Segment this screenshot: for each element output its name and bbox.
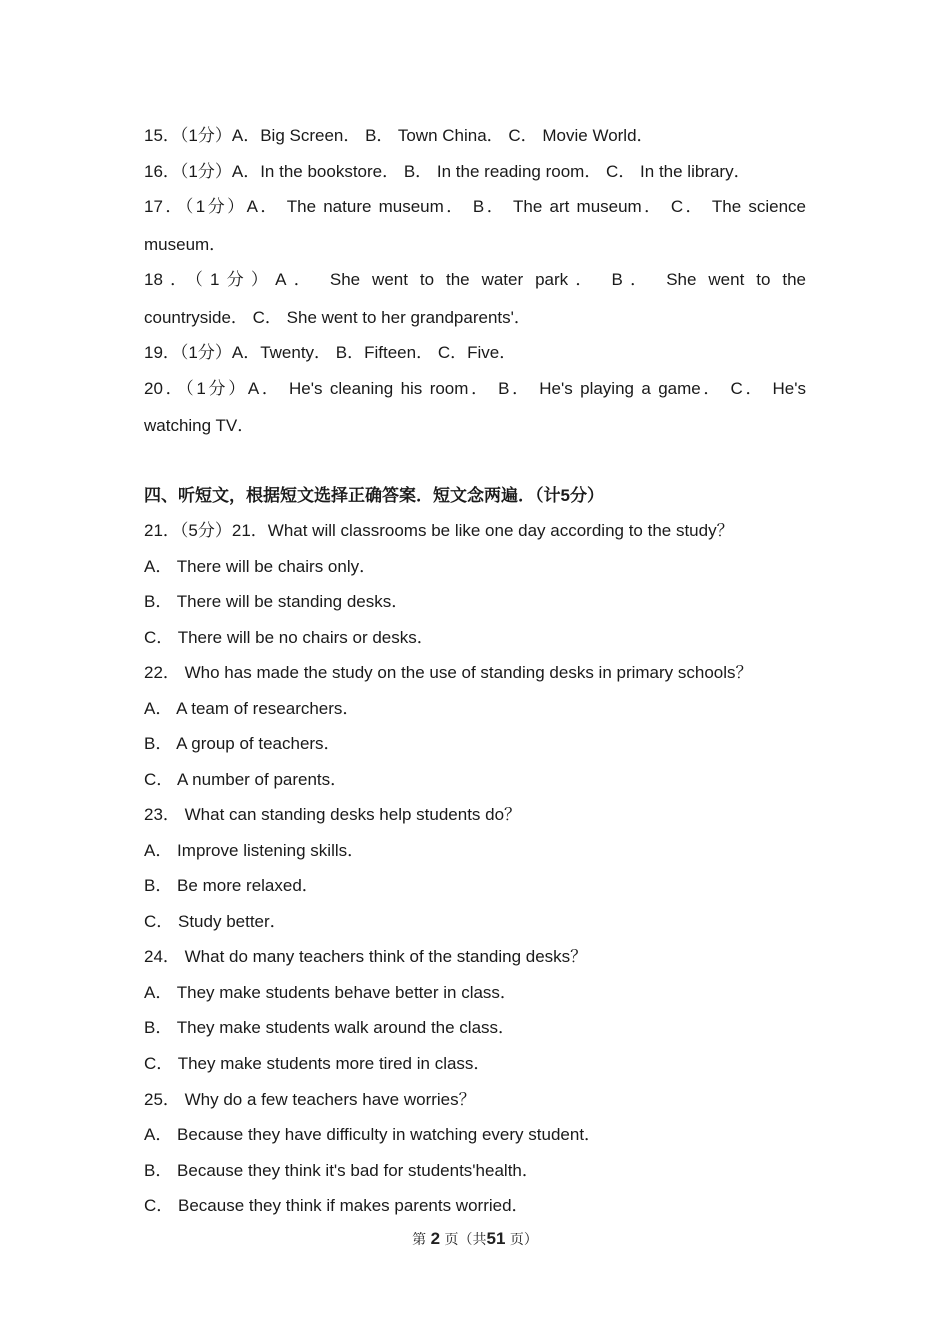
footer-prefix: 第 (412, 1232, 427, 1248)
q20-line: 20．（1分）A． He's cleaning his room． B． He's playing a game． C． He's (144, 379, 806, 398)
q25-option-c: C． Because they think if makes parents worried． (144, 1196, 529, 1215)
q23-line: 23． What can standing desks help students do？ (144, 805, 522, 824)
q15-line: 15．（1分）A．Big Screen． B． Town China． C． Movie World． (144, 126, 654, 145)
q22-option-a: A． A team of researchers． (144, 699, 360, 718)
q17-line: 17．（1分）A． The nature museum． B． The art museum． C． The science (144, 197, 807, 216)
q23-option-c: C． Study better． (144, 912, 287, 931)
q20-line-cont: watching TV． (144, 416, 255, 435)
page-footer (0, 1229, 950, 1249)
section-heading: 四、听短文，根据短文选择正确答案．短文念两遍．（计5分） (144, 486, 604, 505)
q18-line: 18．（1分）A． She went to the water park． B． She went to the (144, 270, 806, 289)
footer-suffix: 页） (509, 1232, 538, 1248)
q21-option-b: B． There will be standing desks． (144, 592, 409, 611)
q22-option-c: C． A number of parents． (144, 770, 348, 789)
q22-option-b: B． A group of teachers． (144, 734, 341, 753)
q24-option-b: B． They make students walk around the class． (144, 1018, 516, 1037)
q25-option-a: A． Because they have difficulty in watching every student． (144, 1125, 602, 1144)
q22-line: 22． Who has made the study on the use of standing desks in primary schools？ (144, 663, 753, 682)
q21-option-c: C． There will be no chairs or desks． (144, 628, 434, 647)
q24-line: 24． What do many teachers think of the standing desks？ (144, 947, 588, 966)
q21-line: 21．（5分）21．What will classrooms be like one day according to the study？ (144, 521, 734, 540)
footer-middle: 页（共 (444, 1232, 487, 1248)
q24-option-a: A． They make students behave better in class． (144, 983, 517, 1002)
q24-option-c: C． They make students more tired in class． (144, 1054, 491, 1073)
q19-line: 19．（1分）A．Twenty． B．Fifteen． C．Five． (144, 343, 517, 362)
q17-line-cont: museum． (144, 235, 227, 254)
footer-total-pages: 51 (486, 1229, 506, 1248)
q25-line: 25． Why do a few teachers have worries？ (144, 1090, 476, 1109)
q16-line: 16．（1分）A．In the bookstore． B． In the reading room． C． In the library． (144, 162, 751, 181)
q18-line-cont: countryside． C． She went to her grandparents'． (144, 308, 531, 327)
q23-option-b: B． Be more relaxed． (144, 876, 319, 895)
q21-option-a: A． There will be chairs only． (144, 557, 377, 576)
q23-option-a: A． Improve listening skills． (144, 841, 365, 860)
footer-page-number: 2 (430, 1229, 441, 1248)
q25-option-b: B． Because they think it's bad for students'health． (144, 1161, 539, 1180)
